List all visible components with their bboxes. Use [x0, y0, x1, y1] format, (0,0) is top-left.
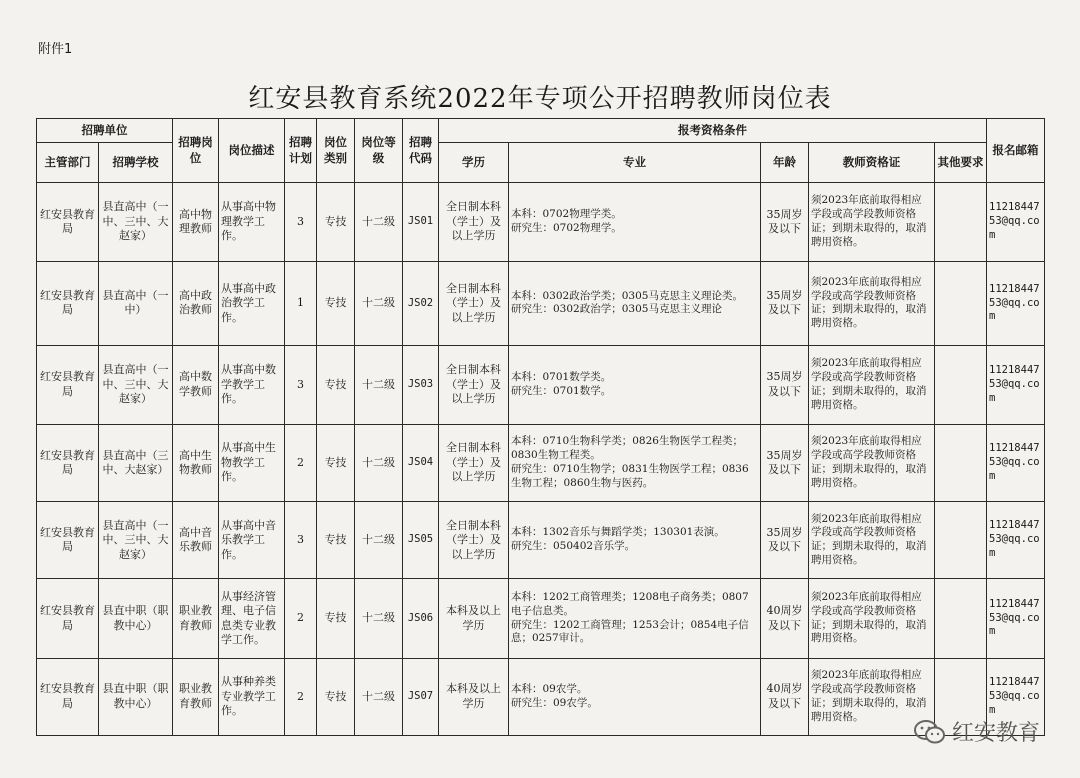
- cell-plan: 3: [285, 345, 317, 424]
- header-major: 专业: [509, 143, 761, 183]
- cell-cert: 须2023年底前取得相应学段或高学段教师资格证；到期未取得的，取消聘用资格。: [809, 579, 935, 658]
- cell-code: JS03: [403, 345, 439, 424]
- cell-email: 1121844753@qq.com: [987, 579, 1045, 658]
- cell-school: 县直高中（一中、三中、大赵家）: [99, 183, 173, 262]
- header-cert: 教师资格证: [809, 143, 935, 183]
- cell-age: 40周岁及以下: [761, 579, 809, 658]
- cell-cert: 须2023年底前取得相应学段或高学段教师资格证；到期未取得的，取消聘用资格。: [809, 262, 935, 345]
- watermark: [914, 716, 1040, 747]
- cell-school: 县直高中（一中、三中、大赵家）: [99, 502, 173, 579]
- cell-code: JS06: [403, 579, 439, 658]
- cell-education: 全日制本科（学士）及以上学历: [439, 183, 509, 262]
- cell-cert: 须2023年底前取得相应学段或高学段教师资格证；到期未取得的，取消聘用资格。: [809, 183, 935, 262]
- major-undergrad: 本科：1202工商管理类；1208电子商务类；0807电子信息类。: [511, 590, 749, 617]
- cell-level: 十二级: [355, 345, 403, 424]
- recruitment-table: [36, 118, 1045, 736]
- cell-level: 十二级: [355, 262, 403, 345]
- cell-education: 本科及以上学历: [439, 658, 509, 735]
- cell-plan: 3: [285, 183, 317, 262]
- cell-code: JS07: [403, 658, 439, 735]
- cell-post: 高中物理教师: [173, 183, 219, 262]
- cell-dept: 红安县教育局: [37, 658, 99, 735]
- major-undergrad: 本科：09农学。: [511, 682, 588, 695]
- cell-other: [935, 502, 987, 579]
- cell-desc: 从事高中物理教学工作。: [219, 183, 285, 262]
- cell-education: 全日制本科（学士）及以上学历: [439, 262, 509, 345]
- table-row: [37, 502, 1045, 579]
- cell-desc: 从事高中音乐教学工作。: [219, 502, 285, 579]
- cell-category: 专技: [317, 262, 355, 345]
- cell-education: 全日制本科（学士）及以上学历: [439, 424, 509, 501]
- major-undergrad: 本科：0710生物科学类；0826生物医学工程类；0830生物工程类。: [511, 435, 743, 462]
- cell-level: 十二级: [355, 424, 403, 501]
- header-other: 其他要求: [935, 143, 987, 183]
- cell-code: JS01: [403, 183, 439, 262]
- cell-post: 高中音乐教师: [173, 502, 219, 579]
- cell-desc: 从事经济管理、电子信息类专业教学工作。: [219, 579, 285, 658]
- cell-education: 全日制本科（学士）及以上学历: [439, 345, 509, 424]
- header-desc: 岗位描述: [219, 119, 285, 183]
- cell-dept: 红安县教育局: [37, 502, 99, 579]
- cell-major: [509, 183, 761, 262]
- attachment-label: 附件1: [38, 42, 73, 57]
- cell-cert: 须2023年底前取得相应学段或高学段教师资格证；到期未取得的，取消聘用资格。: [809, 424, 935, 501]
- major-postgrad: 研究生：050402音乐学。: [511, 540, 636, 553]
- cell-school: 县直高中（三中、大赵家）: [99, 424, 173, 501]
- cell-level: 十二级: [355, 183, 403, 262]
- cell-code: JS02: [403, 262, 439, 345]
- cell-plan: 1: [285, 262, 317, 345]
- cell-code: JS04: [403, 424, 439, 501]
- cell-plan: 2: [285, 579, 317, 658]
- cell-post: 高中政治教师: [173, 262, 219, 345]
- header-plan: 招聘计划: [285, 119, 317, 183]
- cell-major: [509, 579, 761, 658]
- table-row: [37, 345, 1045, 424]
- cell-plan: 3: [285, 502, 317, 579]
- header-school: 招聘学校: [99, 143, 173, 183]
- cell-major: [509, 658, 761, 735]
- cell-plan: 2: [285, 658, 317, 735]
- cell-school: 县直中职（职教中心）: [99, 658, 173, 735]
- cell-level: 十二级: [355, 658, 403, 735]
- header-level: 岗位等级: [355, 119, 403, 183]
- cell-age: 35周岁及以下: [761, 262, 809, 345]
- major-postgrad: 研究生：1202工商管理；1253会计；0854电子信息；0257审计。: [511, 618, 749, 645]
- cell-post: 高中数学教师: [173, 345, 219, 424]
- cell-major: [509, 345, 761, 424]
- cell-school: 县直高中（一中、三中、大赵家）: [99, 345, 173, 424]
- major-undergrad: 本科：0302政治学类；0305马克思主义理论类。: [511, 289, 743, 302]
- cell-code: JS05: [403, 502, 439, 579]
- major-postgrad: 研究生：0701数学。: [511, 384, 612, 397]
- cell-school: 县直高中（一中）: [99, 262, 173, 345]
- header-age: 年龄: [761, 143, 809, 183]
- major-postgrad: 研究生：0702物理学。: [511, 222, 622, 235]
- header-email: 报名邮箱: [987, 119, 1045, 183]
- cell-major: [509, 424, 761, 501]
- cell-dept: 红安县教育局: [37, 345, 99, 424]
- major-undergrad: 本科：1302音乐与舞蹈学类；130301表演。: [511, 526, 725, 539]
- cell-age: 35周岁及以下: [761, 502, 809, 579]
- wechat-icon: [914, 719, 946, 745]
- cell-category: 专技: [317, 345, 355, 424]
- cell-other: [935, 424, 987, 501]
- cell-age: 35周岁及以下: [761, 345, 809, 424]
- major-postgrad: 研究生：09农学。: [511, 696, 598, 709]
- cell-other: [935, 262, 987, 345]
- table-row: [37, 262, 1045, 345]
- major-undergrad: 本科：0701数学类。: [511, 370, 612, 383]
- cell-post: 职业教育教师: [173, 658, 219, 735]
- cell-post: 职业教育教师: [173, 579, 219, 658]
- cell-other: [935, 345, 987, 424]
- cell-category: 专技: [317, 183, 355, 262]
- major-postgrad: 研究生：0710生物学；0831生物医学工程；0836生物工程；0860生物与医药。: [511, 463, 749, 489]
- cell-email: 1121844753@qq.com: [987, 345, 1045, 424]
- cell-major: [509, 502, 761, 579]
- cell-email: 1121844753@qq.com: [987, 183, 1045, 262]
- cell-desc: 从事高中数学教学工作。: [219, 345, 285, 424]
- cell-category: 专技: [317, 502, 355, 579]
- major-undergrad: 本科：0702物理学类。: [511, 208, 622, 221]
- cell-dept: 红安县教育局: [37, 262, 99, 345]
- cell-age: 35周岁及以下: [761, 424, 809, 501]
- cell-email: 1121844753@qq.com: [987, 424, 1045, 501]
- cell-dept: 红安县教育局: [37, 424, 99, 501]
- cell-level: 十二级: [355, 502, 403, 579]
- header-code: 招聘代码: [403, 119, 439, 183]
- cell-cert: 须2023年底前取得相应学段或高学段教师资格证；到期未取得的，取消聘用资格。: [809, 502, 935, 579]
- cell-category: 专技: [317, 424, 355, 501]
- table-row: [37, 424, 1045, 501]
- cell-level: 十二级: [355, 579, 403, 658]
- cell-cert: 须2023年底前取得相应学段或高学段教师资格证；到期未取得的，取消聘用资格。: [809, 345, 935, 424]
- header-category: 岗位类别: [317, 119, 355, 183]
- cell-dept: 红安县教育局: [37, 579, 99, 658]
- cell-age: 35周岁及以下: [761, 183, 809, 262]
- header-post: 招聘岗位: [173, 119, 219, 183]
- cell-email: 1121844753@qq.com: [987, 262, 1045, 345]
- cell-other: [935, 183, 987, 262]
- header-dept: 主管部门: [37, 143, 99, 183]
- cell-cert: 须2023年底前取得相应学段或高学段教师资格证；到期未取得的，取消聘用资格。: [809, 658, 935, 735]
- cell-plan: 2: [285, 424, 317, 501]
- table-row: [37, 658, 1045, 735]
- cell-desc: 从事高中政治教学工作。: [219, 262, 285, 345]
- cell-age: 40周岁及以下: [761, 658, 809, 735]
- cell-school: 县直中职（职教中心）: [99, 579, 173, 658]
- cell-desc: 从事种养类专业教学工作。: [219, 658, 285, 735]
- cell-category: 专技: [317, 658, 355, 735]
- cell-education: 本科及以上学历: [439, 579, 509, 658]
- page-title: 红安县教育系统2022年专项公开招聘教师岗位表: [248, 84, 832, 114]
- header-conditions: 报考资格条件: [439, 119, 987, 143]
- table-row: [37, 183, 1045, 262]
- cell-education: 全日制本科（学士）及以上学历: [439, 502, 509, 579]
- table-row: [37, 579, 1045, 658]
- cell-email: 1121844753@qq.com: [987, 658, 1045, 735]
- cell-dept: 红安县教育局: [37, 183, 99, 262]
- cell-other: [935, 579, 987, 658]
- header-education: 学历: [439, 143, 509, 183]
- watermark-text: 红安教育: [951, 721, 1040, 746]
- cell-post: 高中生物教师: [173, 424, 219, 501]
- cell-category: 专技: [317, 579, 355, 658]
- cell-email: 1121844753@qq.com: [987, 502, 1045, 579]
- cell-major: [509, 262, 761, 345]
- header-recruit-unit: 招聘单位: [37, 119, 173, 143]
- major-postgrad: 研究生：0302政治学；0305马克思主义理论: [511, 303, 722, 316]
- cell-desc: 从事高中生物教学工作。: [219, 424, 285, 501]
